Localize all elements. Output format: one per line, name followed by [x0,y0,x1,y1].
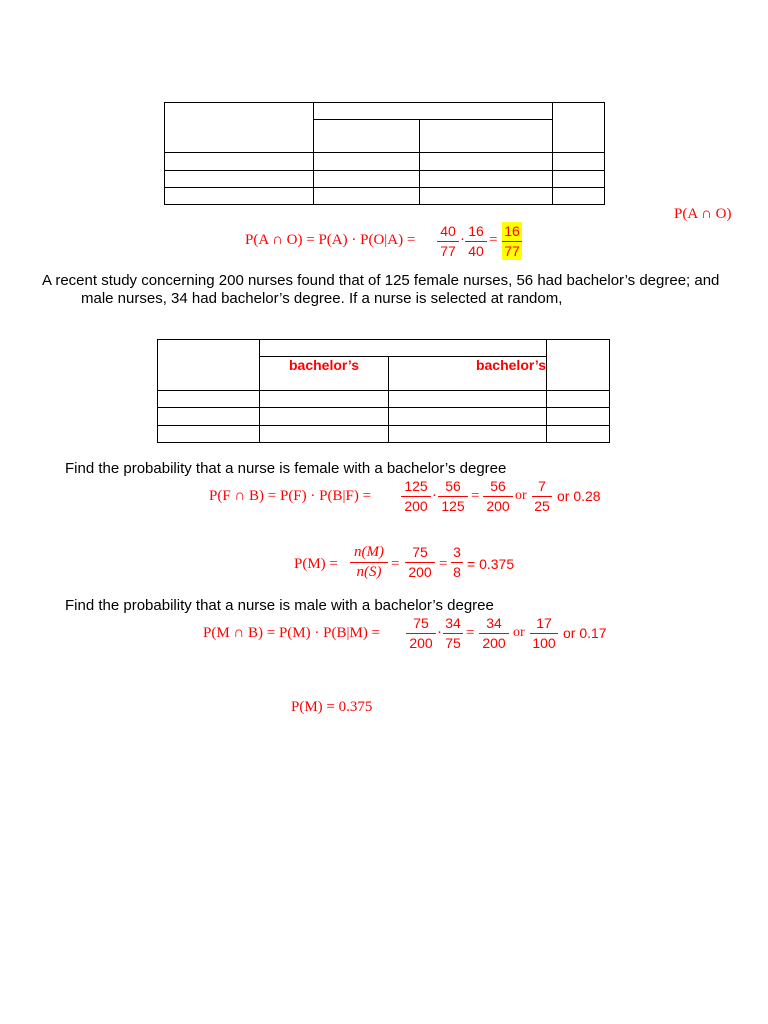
male-fraction-4: $\frac{17}{100}$ [530,614,558,652]
female-or-1: or [515,488,527,503]
pm-result: = 0.375 [467,556,515,572]
female-fraction-4: $\frac{7}{25}$ [532,477,552,515]
table-2-header-2: bachelor’s [389,357,547,391]
top-fraction-1: $\frac{40}{77}$ [437,222,459,260]
pm-fraction-1: $\frac{n(M)}{n(S)}$ [350,543,388,581]
male-or-2: or 0.17 [563,625,607,641]
top-formula-lhs: P(A ∩ O) = P(A) · P(O|A) = [245,232,416,248]
problem-line-1: A recent study concerning 200 nurses found that of 125 female nurses, 56 had bachelor’s degree; and [42,272,720,289]
pm-fraction-3: $\frac{3}{8}$ [451,543,463,581]
female-or-2: or 0.28 [557,488,601,504]
female-formula-lhs: P(F ∩ B) = P(F) · P(B|F) = [209,488,372,504]
male-fraction-2: $\frac{34}{75}$ [443,614,463,652]
male-fraction-1: $\frac{75}{200}$ [406,614,436,652]
table-2 [157,339,610,443]
question-male: Find the probability that a nurse is male with a bachelor’s degree [65,597,494,614]
pm-final: P(M) = 0.375 [291,699,373,715]
pm-lhs: P(M) = [294,556,338,572]
male-formula-lhs: P(M ∩ B) = P(M) · P(B|M) = [203,625,381,641]
table-1 [164,102,605,205]
female-fraction-2: $\frac{56}{125}$ [438,477,468,515]
pm-fraction-2: $\frac{75}{200}$ [405,543,435,581]
female-fraction-3: $\frac{56}{200}$ [483,477,513,515]
question-female: Find the probability that a nurse is female with a bachelor’s degree [65,460,507,477]
problem-line-2: male nurses, 34 had bachelor’s degree. If a nurse is selected at random, [81,290,563,307]
side-label: P(A ∩ O) [674,206,732,222]
female-fraction-1: $\frac{125}{200}$ [401,477,431,515]
table-2-header-1: bachelor’s [260,357,389,391]
male-fraction-3: $\frac{34}{200}$ [479,614,509,652]
top-result-fraction: $\frac{16}{77}$ [502,222,522,260]
top-fraction-2: $\frac{16}{40}$ [465,222,487,260]
male-or-1: or [513,625,525,640]
